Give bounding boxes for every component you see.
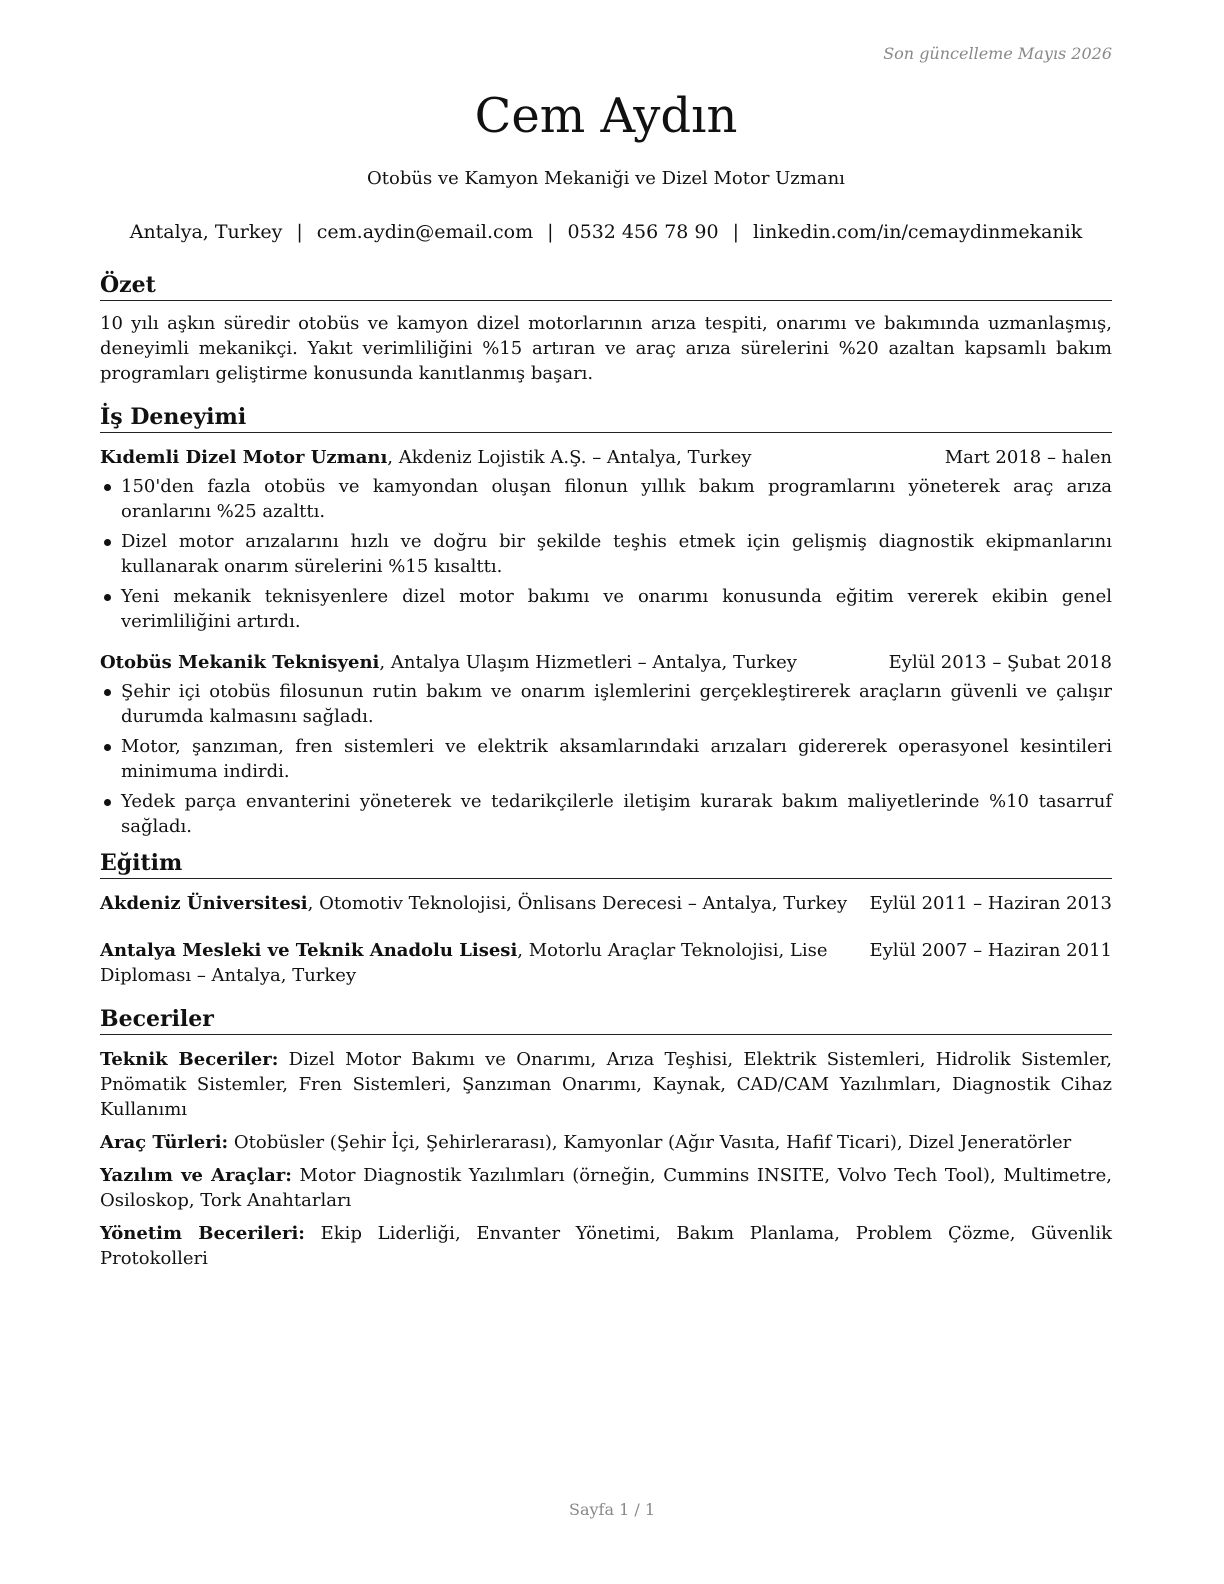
contact-phone[interactable]: 0532 456 78 90 [567, 221, 719, 243]
skill-group-text: Motor Diagnostik Yazılımları (örneğin, Cummins INSITE, Volvo Tech Tool), Multimetre, Osiloskop, Tork Anahtarları [100, 1165, 1112, 1211]
job-bullet: Dizel motor arızalarını hızlı ve doğru bir şekilde teşhis etmek için gelişmiş diagnostik ekipmanlarını kullanarak onarım sürelerini %15 kısalttı. [100, 529, 1112, 579]
skill-group-label: Teknik Beceriler: [100, 1049, 279, 1070]
skill-group [100, 1130, 1112, 1155]
contact-email[interactable]: cem.aydin@email.com [316, 221, 534, 243]
contact-linkedin[interactable]: linkedin.com/in/cemaydinmekanik [753, 221, 1083, 243]
resume-page [100, 0, 1112, 1584]
section-title-summary: Özet [100, 270, 1112, 301]
skill-group [100, 1221, 1112, 1271]
education-detail: , Motorlu Araçlar Teknolojisi, Lise Diploması – Antalya, Turkey [100, 940, 828, 986]
job-entry [100, 650, 1112, 839]
job-dates: Mart 2018 – halen [944, 447, 1112, 468]
section-title-skills: Beceriler [100, 1004, 1112, 1035]
contact-separator: | [732, 221, 740, 243]
job-bullets [100, 474, 1112, 634]
education-detail: , Otomotiv Teknolojisi, Önlisans Derecesi – Antalya, Turkey [307, 893, 848, 914]
section-title-education: Eğitim [100, 848, 1112, 879]
education-dates: Eylül 2007 – Haziran 2011 [869, 940, 1112, 961]
job-dates: Eylül 2013 – Şubat 2018 [888, 652, 1112, 673]
job-org: , Antalya Ulaşım Hizmetleri – Antalya, Turkey [379, 652, 797, 673]
contact-line [100, 218, 1112, 246]
job-bullet: Şehir içi otobüs filosunun rutin bakım ve onarım işlemlerini gerçekleştirerek araçların güvenli ve çalışır durumda kalmasını sağladı. [100, 679, 1112, 729]
education-entry [100, 891, 1112, 916]
job-header [100, 445, 1112, 470]
contact-separator: | [547, 221, 554, 243]
education-dates: Eylül 2011 – Haziran 2013 [869, 893, 1112, 914]
candidate-title: Otobüs ve Kamyon Mekaniği ve Dizel Motor Uzmanı [367, 168, 845, 189]
job-bullet: Yedek parça envanterini yöneterek ve tedarikçilerle iletişim kurarak bakım maliyetlerinde %10 tasarruf sağladı. [100, 789, 1112, 839]
resume-content [100, 270, 1112, 1279]
contact-location: Antalya, Turkey [129, 221, 283, 243]
skill-group-text: Ekip Liderliği, Envanter Yönetimi, Bakım Planlama, Problem Çözme, Güvenlik Protokolleri [100, 1223, 1112, 1269]
skill-group-text: Dizel Motor Bakımı ve Onarımı, Arıza Teşhisi, Elektrik Sistemleri, Hidrolik Sistemler, Pnömatik Sistemler, Fren Sistemleri, Şanzıman Onarımı, Kaynak, CAD/CAM Yazılımları, Diagnostik Cihaz Kullanımı [100, 1049, 1112, 1120]
education-school: Antalya Mesleki ve Teknik Anadolu Lisesi [100, 940, 518, 961]
skills-list [100, 1047, 1112, 1271]
education-school: Akdeniz Üniversitesi [100, 893, 308, 914]
contact-separator: | [296, 221, 303, 243]
summary-text: 10 yılı aşkın süredir otobüs ve kamyon dizel motorlarının arıza tespiti, onarımı ve bakımında uzmanlaşmış, deneyimli mekanikçi. Yakıt verimliliğini %15 artıran ve araç arıza sürelerini %20 azaltan kapsamlı bakım programları geliştirme konusunda kanıtlanmış başarı. [100, 313, 1112, 384]
job-role: Kıdemli Dizel Motor Uzmanı [100, 447, 388, 468]
job-bullet: Yeni mekanik teknisyenlere dizel motor bakımı ve onarımı konusunda eğitim vererek ekibin genel verimliliğini artırdı. [100, 584, 1112, 634]
job-role: Otobüs Mekanik Teknisyeni [100, 652, 380, 673]
skill-group-label: Yönetim Becerileri: [100, 1223, 305, 1244]
page-number: Sayfa 1 / 1 [568, 1500, 655, 1519]
candidate-name: Cem Aydın [474, 88, 738, 144]
section-title-experience: İş Deneyimi [100, 402, 1112, 433]
job-bullets [100, 679, 1112, 839]
skill-group [100, 1163, 1112, 1213]
skill-group-label: Yazılım ve Araçlar: [100, 1165, 292, 1186]
job-bullet: Motor, şanzıman, fren sistemleri ve elektrik aksamlarındaki arızaları gidererek operasyonel kesintileri minimuma indirdi. [100, 734, 1112, 784]
skill-group [100, 1047, 1112, 1122]
education-entry [100, 938, 1112, 988]
job-header [100, 650, 1112, 675]
job-entry [100, 445, 1112, 634]
job-bullet: 150'den fazla otobüs ve kamyondan oluşan filonun yıllık bakım programlarını yöneterek araç arıza oranlarını %25 azalttı. [100, 474, 1112, 524]
job-org: , Akdeniz Lojistik A.Ş. – Antalya, Turkey [387, 447, 752, 468]
skill-group-text: Otobüsler (Şehir İçi, Şehirlerarası), Kamyonlar (Ağır Vasıta, Hafif Ticari), Dizel Jeneratörler [228, 1132, 1072, 1153]
last-updated: Son güncelleme Mayıs 2026 [883, 44, 1112, 63]
skill-group-label: Araç Türleri: [100, 1132, 229, 1153]
